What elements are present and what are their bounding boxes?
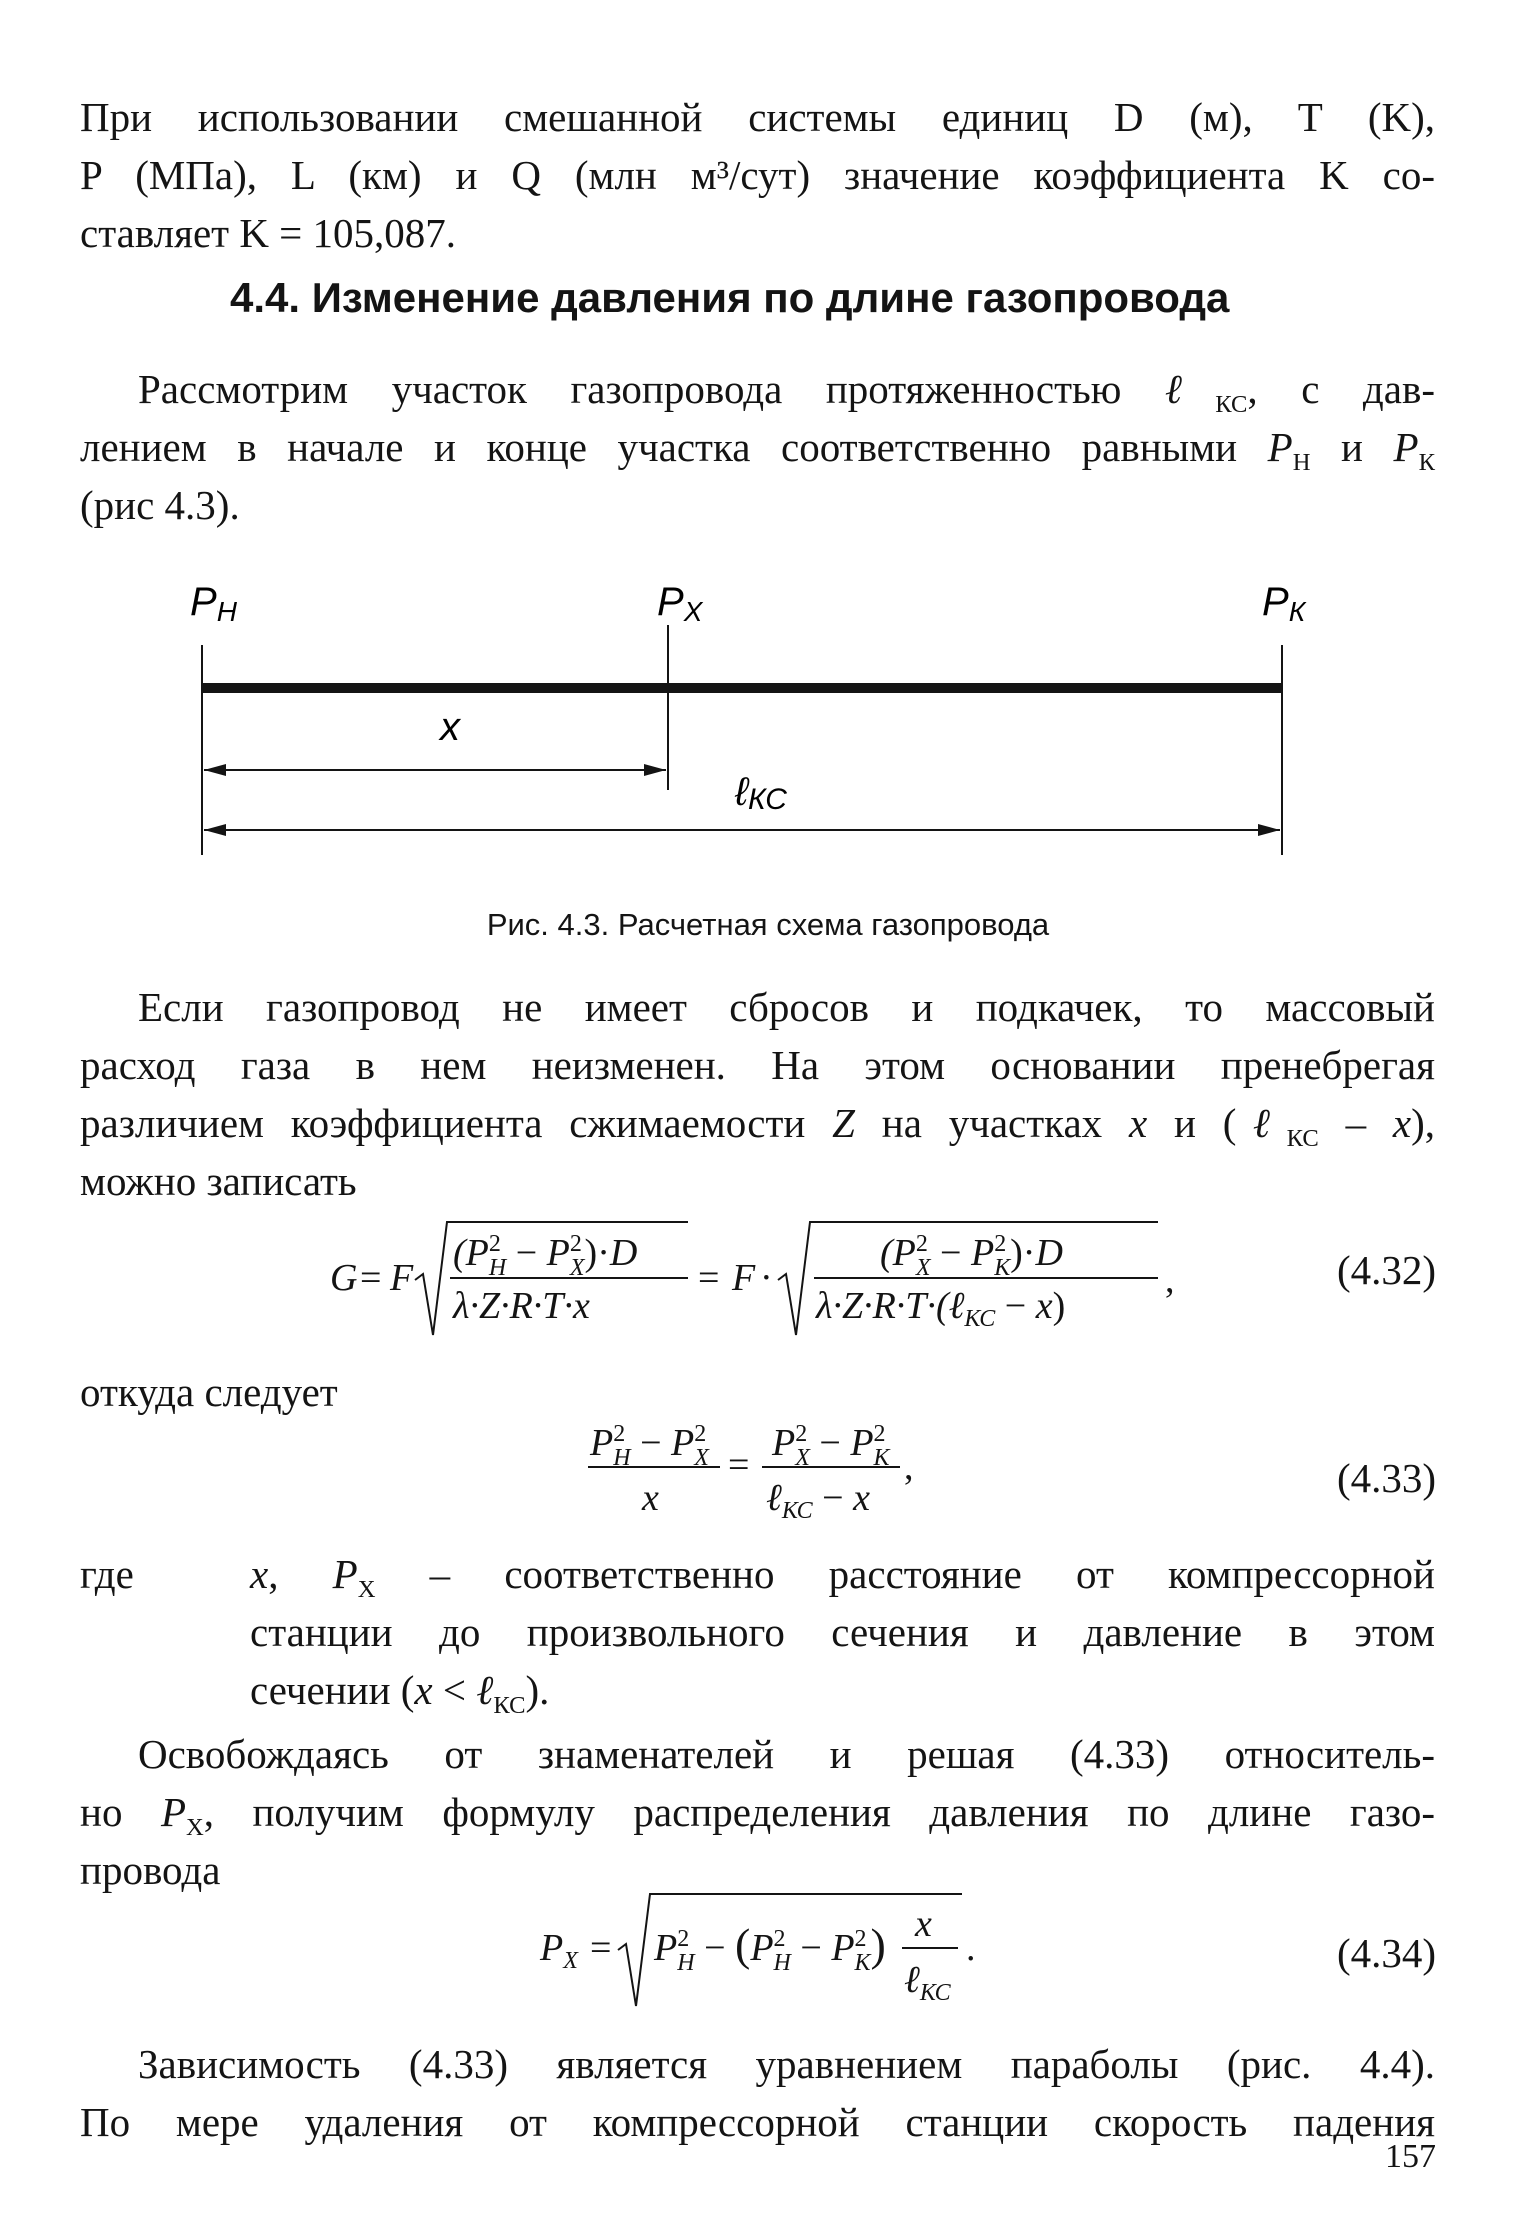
label-lkc: ℓКС bbox=[735, 770, 787, 816]
svg-text:·: · bbox=[760, 1257, 773, 1299]
paragraph-mass-flow bbox=[80, 978, 1435, 1210]
paragraph-solve bbox=[80, 1725, 1435, 1899]
text-line: лением в начале и конце участка соответственно равными $P_Н$ и $P_К$ bbox=[80, 424, 1435, 477]
label-px: PХ bbox=[657, 580, 703, 627]
equation-4-33 bbox=[580, 1405, 960, 1545]
text-line: расход газа в нем неизменен. На этом основании пренебрегая bbox=[80, 1042, 1435, 1088]
page-number: 157 bbox=[1385, 2138, 1436, 2175]
label-pn: PН bbox=[190, 580, 237, 627]
text-line: Освобождаясь от знаменателей и решая (4.33) относитель- bbox=[138, 1731, 1435, 1777]
svg-text:,: , bbox=[904, 1446, 914, 1488]
figure-caption: Рис. 4.3. Расчетная схема газопровода bbox=[486, 907, 1050, 942]
text-line: провода bbox=[80, 1847, 221, 1893]
text-line: станции до произвольного сечения и давление в этом bbox=[250, 1609, 1435, 1655]
svg-text:x: x bbox=[915, 1903, 932, 1945]
text-line: сечении (x < ℓ$_{КС}$). bbox=[250, 1667, 550, 1720]
where-word: где bbox=[80, 1551, 134, 1597]
text-line: x, $P_X$ – соответственно расстояние от компрессорной bbox=[250, 1551, 1436, 1604]
svg-text:P2X − P2К: $P^2$ $X - P^2$ К bbox=[772, 1421, 890, 1471]
text-line: Если газопровод не имеет сбросов и подкачек, то массовый bbox=[138, 984, 1435, 1030]
label-pk: PК bbox=[1262, 580, 1306, 627]
svg-text:ℓКС − x: ℓ$_{КС}$ − x bbox=[766, 1477, 870, 1524]
svg-text:P2Н − (P2Н − P2К): $P^2$ $Н - (P^2$ $Н - P^2$ К) bbox=[654, 1919, 886, 1976]
equation-4-34 bbox=[530, 1888, 1050, 2018]
text-line: P (МПа), L (км) и Q (млн м³/сут) значение коэффициента K со- bbox=[80, 152, 1435, 198]
svg-text:(P2X − P2К)·D: ($P^2$ $X - P^2$ К)·D bbox=[880, 1231, 1063, 1281]
section-heading: 4.4. Изменение давления по длине газопровода bbox=[230, 274, 1230, 321]
text-line: При использовании смешанной системы единиц D (м), T (K), bbox=[80, 94, 1435, 140]
svg-text:=: = bbox=[590, 1927, 612, 1969]
text-line: различием коэффициента сжимаемости Z на участках x и (ℓ$_{КС}$ – x), bbox=[80, 1100, 1436, 1153]
svg-text:(P2Н − P2X)·D: ($P^2$ $Н - P^2$ X)·D bbox=[453, 1231, 638, 1281]
svg-text:λ·Z·R·T·(ℓКС − x): λ·Z·R·T·(ℓ$_{КС}$ − x) bbox=[816, 1285, 1066, 1332]
equation-number-4-34: (4.34) bbox=[1336, 1930, 1436, 1976]
text-line: По мере удаления от компрессорной станции скорость падения bbox=[80, 2099, 1435, 2145]
svg-text:=: = bbox=[360, 1257, 382, 1299]
text-line: (рис 4.3). bbox=[80, 482, 240, 528]
text-line: откуда следует bbox=[80, 1369, 338, 1415]
svg-text:=: = bbox=[728, 1444, 750, 1486]
svg-text:F: F bbox=[732, 1257, 756, 1299]
svg-text:λ·Z·R·T·x: λ·Z·R·T·x bbox=[453, 1285, 590, 1327]
svg-text:G: G bbox=[330, 1257, 358, 1299]
equation-number-4-33: (4.33) bbox=[1336, 1455, 1436, 1501]
svg-text:F: F bbox=[390, 1257, 414, 1299]
equation-4-32 bbox=[320, 1210, 1220, 1350]
svg-text:x: x bbox=[642, 1477, 659, 1519]
svg-text:ℓКС: ℓ$_{КС}$ bbox=[904, 1959, 951, 2006]
svg-text:PX: $P_X$ bbox=[540, 1927, 578, 1974]
svg-text:,: , bbox=[1165, 1259, 1175, 1301]
paragraph-parabola bbox=[80, 2035, 1435, 2151]
svg-text:=: = bbox=[698, 1257, 720, 1299]
text-line: ставляет K = 105,087. bbox=[80, 210, 457, 256]
equation-number-4-32: (4.32) bbox=[1336, 1247, 1436, 1293]
svg-text:.: . bbox=[966, 1927, 976, 1969]
where-definition bbox=[250, 1545, 1435, 1719]
text-line: Зависимость (4.33) является уравнением параболы (рис. 4.4). bbox=[138, 2041, 1435, 2087]
text-line: но $P_X$, получим формулу распределения давления по длине газо- bbox=[80, 1789, 1435, 1842]
svg-text:P2Н − P2X: $P^2$ $Н - P^2$ X bbox=[590, 1421, 709, 1471]
pipeline-scheme-figure bbox=[0, 0, 1536, 900]
text-line: можно записать bbox=[80, 1158, 357, 1204]
text-line: Рассмотрим участок газопровода протяженностью ℓ$_{КС}$, с дав- bbox=[138, 366, 1435, 419]
label-x: x bbox=[440, 705, 460, 749]
